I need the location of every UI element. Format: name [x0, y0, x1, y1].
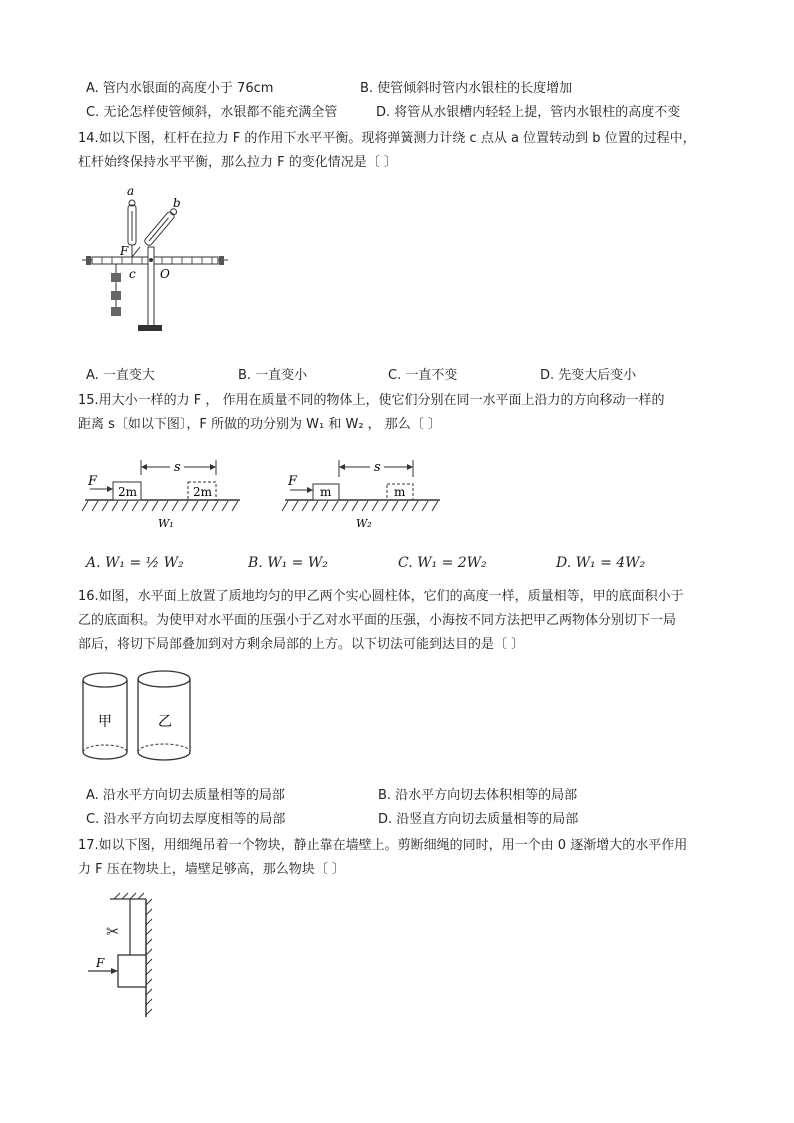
q16-stem-line3: 部后，将切下局部叠加到对方剩余局部的上方。以下切法可能到达目的是〔 〕	[78, 637, 525, 652]
q14-option-d[interactable]: D. 先变大后变小	[540, 368, 637, 383]
label-a: a	[127, 184, 135, 198]
q16-stem-line2: 乙的底面积。为使甲对水平面的压强小于乙对水平面的压强，小海按不同方法把甲乙两物体分别切下一局	[78, 613, 677, 628]
q16-option-a[interactable]: A. 沿水平方向切去质量相等的局部	[86, 788, 285, 803]
fig1-block: 2m	[118, 485, 138, 499]
q14-stem-line2: 杠杆始终保持水平平衡，那么拉力 F 的变化情况是〔 〕	[78, 155, 397, 170]
q17-label-F: F	[96, 956, 105, 970]
q16-option-b[interactable]: B. 沿水平方向切去体积相等的局部	[378, 788, 578, 803]
fig2-block-moved: m	[394, 485, 406, 499]
q14-option-c[interactable]: C. 一直不变	[388, 368, 458, 383]
q14-option-b[interactable]: B. 一直变小	[238, 368, 308, 383]
q14-option-a[interactable]: A. 一直变大	[86, 368, 155, 383]
fig2-s: s	[374, 460, 381, 475]
scissors-icon: ✂	[106, 922, 120, 941]
fig2-block: m	[320, 485, 332, 499]
cylinder-left-label: 甲	[98, 714, 112, 730]
q15-figure-1	[80, 455, 245, 535]
q13-option-a[interactable]: A. 管内水银面的高度小于 76cm	[86, 81, 274, 96]
q14-stem-line1: 14.如以下图，杠杆在拉力 F 的作用下水平平衡。现将弹簧测力计绕 c 点从 a 位置转动到 b 位置的过程中，	[78, 131, 696, 146]
q16-option-d[interactable]: D. 沿竖直方向切去质量相等的局部	[378, 812, 579, 827]
q16-option-c[interactable]: C. 沿水平方向切去厚度相等的局部	[86, 812, 286, 827]
label-b: b	[173, 196, 181, 210]
fig1-F: F	[88, 474, 98, 489]
label-F: F	[120, 244, 129, 258]
q15-option-b[interactable]: B. W₁ = W₂	[248, 555, 328, 571]
q15-option-d[interactable]: D. W₁ = 4W₂	[556, 555, 646, 571]
fig1-W: W₁	[158, 517, 174, 530]
cylinder-right-label: 乙	[158, 714, 172, 730]
q17-stem-line1: 17.如以下图，用细绳吊着一个物块，静止靠在墙壁上。剪断细绳的同时，用一个由 0 逐渐增大的水平作用	[78, 838, 688, 853]
q17-wall-figure	[82, 893, 162, 1023]
q15-stem-line1: 15.用大小一样的力 F ， 作用在质量不同的物体上，使它们分别在同一水平面上沿力的方向移动一样的	[78, 393, 665, 408]
q13-option-c[interactable]: C. 无论怎样使管倾斜，水银都不能充满全管	[86, 105, 338, 120]
q16-stem-line1: 16.如图，水平面上放置了质地均匀的甲乙两个实心圆柱体，它们的高度一样，质量相等，甲的底面积小于	[78, 589, 684, 604]
fig2-W: W₂	[356, 517, 372, 530]
fig1-block-moved: 2m	[193, 485, 213, 499]
fig2-F: F	[288, 474, 298, 489]
label-c: c	[129, 267, 136, 281]
q16-cylinders-figure	[76, 668, 201, 768]
q13-option-d[interactable]: D. 将管从水银槽内轻轻上提，管内水银柱的高度不变	[376, 105, 681, 120]
q15-option-c[interactable]: C. W₁ = 2W₂	[398, 555, 487, 571]
q15-figure-2	[280, 455, 445, 535]
q15-stem-line2: 距离 s〔如以下图〕，F 所做的功分别为 W₁ 和 W₂ ， 那么〔 〕	[78, 417, 441, 432]
q17-stem-line2: 力 F 压在物块上，墙壁足够高，那么物块〔 〕	[78, 862, 345, 877]
q15-option-a[interactable]: A. W₁ = ½ W₂	[86, 555, 184, 571]
fig1-s: s	[174, 460, 181, 475]
label-O: O	[160, 267, 170, 281]
q13-option-b[interactable]: B. 使管倾斜时管内水银柱的长度增加	[360, 81, 573, 96]
q14-lever-figure	[80, 185, 240, 335]
